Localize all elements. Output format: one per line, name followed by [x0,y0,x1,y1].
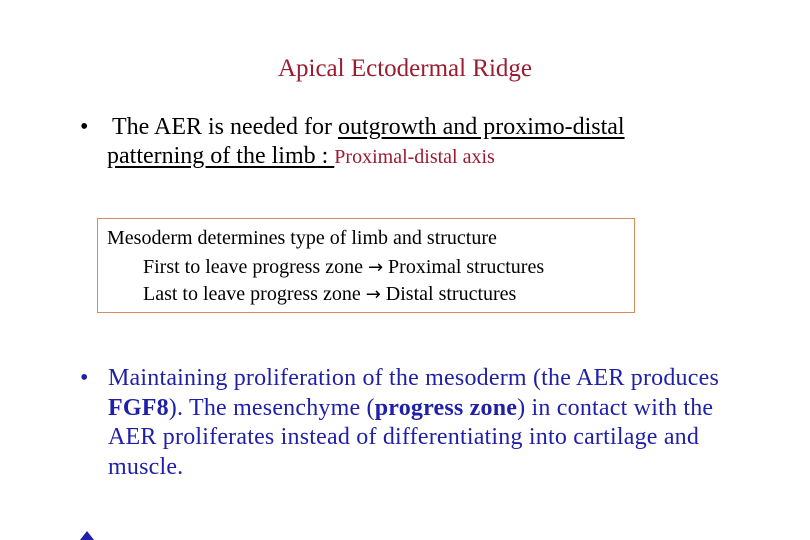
bullet1-line1-underlined: outgrowth and proximo-distal [337,114,625,140]
slide-title: Apical Ectodermal Ridge [277,55,533,82]
box-row1-text: First to leave progress zone [143,256,368,278]
right-arrow-icon: → [367,257,384,278]
bullet2-part3: ) in contact with the AER proliferates instead of differentiating into cartilage and muscle. [108,394,714,480]
box-row2-text: Last to leave progress zone [143,283,366,305]
bullet2-part2: ). The mesenchyme ( [168,394,375,421]
bullet2-part1: Maintaining proliferation of the mesoderm (the AER produces [108,365,719,391]
bullet1-line1-plain: The AER is needed for [112,114,338,140]
box-row2-result: Distal structures [380,283,517,305]
bullet2-text [108,364,758,482]
bullet-marker: • [80,365,89,391]
box-heading: Mesoderm determines type of limb and structure [107,227,497,249]
box-row1-result: Proximal structures [383,256,545,278]
box-row-distal [143,283,516,306]
progress-zone-term: progress zone [374,394,518,421]
bullet1-line1 [112,113,625,142]
fgf8-term: FGF8 [108,394,169,421]
box-row-proximal [143,256,544,279]
right-arrow-icon: → [365,284,381,305]
axis-label: Proximal-distal axis [334,146,495,168]
triangle-marker-icon [80,531,94,540]
bullet1-line2 [107,142,495,172]
bullet-marker: • [80,114,89,140]
bullet1-line2-underlined: patterning of the limb : [107,143,335,169]
mesoderm-info-box [97,218,635,313]
